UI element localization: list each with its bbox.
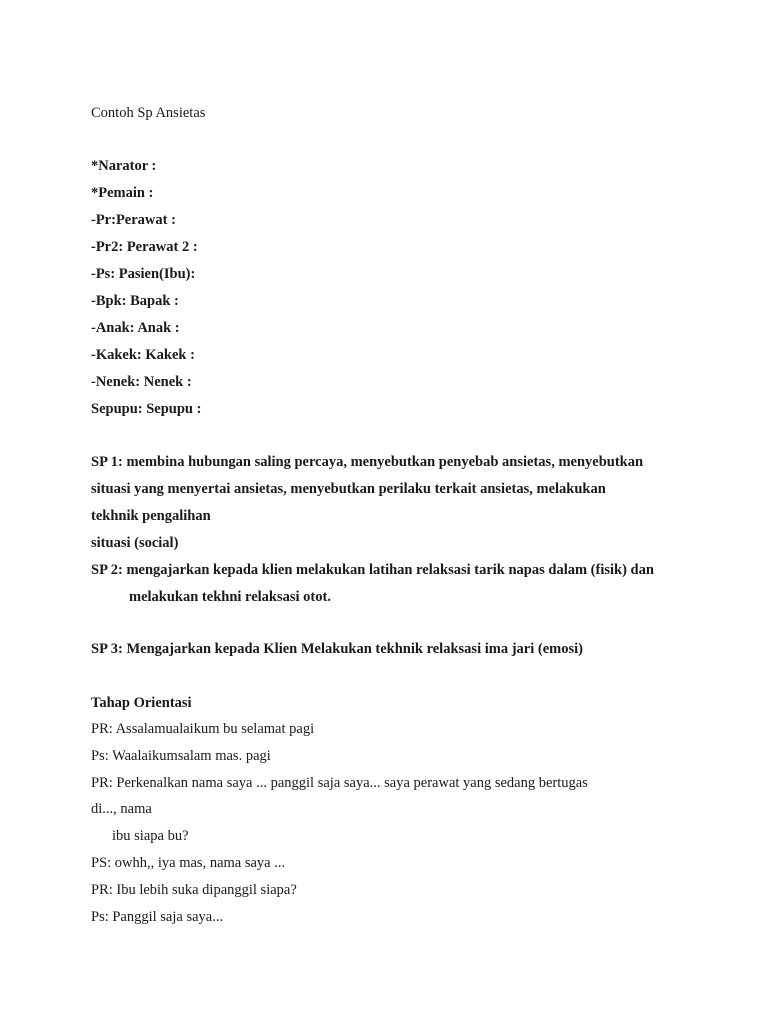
sp1-line: situasi (social) (91, 535, 179, 551)
cast-role: -Pr:Perawat : (91, 212, 176, 228)
dialog-line: ibu siapa bu? (112, 828, 189, 844)
orientation-heading: Tahap Orientasi (91, 695, 192, 711)
cast-pemain: *Pemain : (91, 185, 154, 201)
dialog-line: PR: Ibu lebih suka dipanggil siapa? (91, 882, 297, 898)
dialog-line: PS: owhh,, iya mas, nama saya ... (91, 855, 286, 871)
cast-role: -Ps: Pasien(Ibu): (91, 266, 196, 282)
sp2-line: SP 2: mengajarkan kepada klien melakukan latihan relaksasi tarik napas dalam (fisik) dan (91, 562, 654, 578)
cast-role: -Anak: Anak : (91, 320, 180, 336)
dialog-line: di..., nama (91, 801, 152, 817)
cast-role: -Nenek: Nenek : (91, 374, 192, 390)
cast-role: -Bpk: Bapak : (91, 293, 179, 309)
sp3-line: SP 3: Mengajarkan kepada Klien Melakukan tekhnik relaksasi ima jari (emosi) (91, 641, 583, 657)
sp2-line: melakukan tekhni relaksasi otot. (129, 589, 331, 605)
dialog-line: PR: Perkenalkan nama saya ... panggil saja saya... saya perawat yang sedang bertugas (91, 775, 588, 791)
cast-role: -Pr2: Perawat 2 : (91, 239, 198, 255)
sp1-line: SP 1: membina hubungan saling percaya, menyebutkan penyebab ansietas, menyebutkan (91, 454, 644, 470)
sp1-line: situasi yang menyertai ansietas, menyebutkan perilaku terkait ansietas, melakukan (91, 481, 606, 497)
sp1-line: tekhnik pengalihan (91, 508, 211, 524)
dialog-line: PR: Assalamualaikum bu selamat pagi (91, 721, 315, 737)
cast-role: Sepupu: Sepupu : (91, 401, 202, 417)
cast-role: -Kakek: Kakek : (91, 347, 195, 363)
cast-narator: *Narator : (91, 158, 157, 174)
document-title: Contoh Sp Ansietas (91, 105, 206, 121)
dialog-line: Ps: Waalaikumsalam mas. pagi (91, 748, 271, 764)
dialog-line: Ps: Panggil saja saya... (91, 909, 224, 925)
